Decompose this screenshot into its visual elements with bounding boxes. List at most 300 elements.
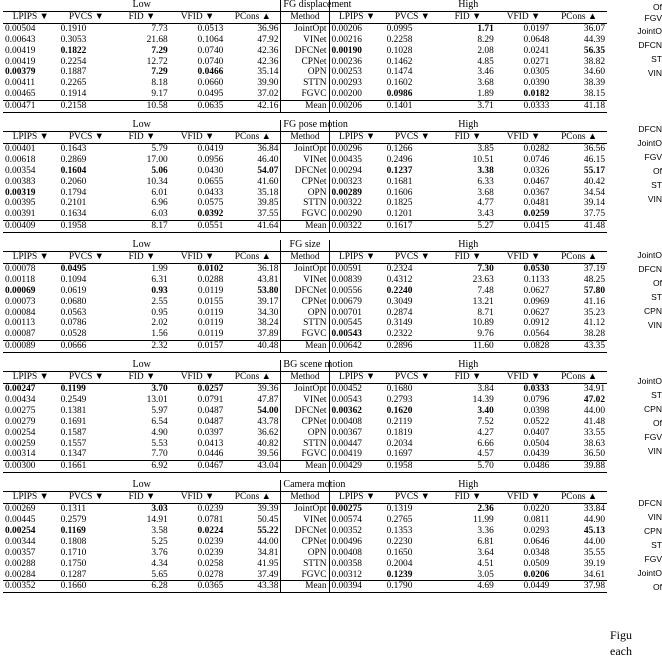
cell-value: 11.99 <box>473 514 494 525</box>
table-cell <box>114 395 170 406</box>
cell-value: 0.00352 <box>5 581 36 592</box>
table-cell <box>3 428 59 439</box>
table-cell <box>440 341 496 353</box>
column-header: LPIPS ▼ <box>329 492 385 504</box>
column-header: PCons ▲ <box>225 131 281 143</box>
cell-value: 6.96 <box>151 198 168 209</box>
column-header: VFID ▼ <box>496 372 552 384</box>
cell-value: 0.00679 <box>331 296 362 307</box>
table-cell <box>59 384 115 395</box>
cell-value: 0.0433 <box>197 187 224 198</box>
cell-value: 0.1319 <box>386 504 413 515</box>
table-cell <box>551 428 607 439</box>
right-column-fragment: ST <box>651 390 662 400</box>
table-cell <box>3 406 59 417</box>
mean-row <box>3 461 607 473</box>
cell-value: 0.1680 <box>386 384 413 394</box>
cell-value: 0.0439 <box>523 449 550 460</box>
table-row <box>3 308 607 319</box>
column-header: LPIPS ▼ <box>3 131 59 143</box>
cell-value: 41.60 <box>257 176 279 187</box>
cell-value: 0.00362 <box>331 405 362 416</box>
table-cell <box>440 67 496 78</box>
table-cell <box>496 221 552 233</box>
cell-value: 4.34 <box>151 558 168 569</box>
table-row <box>3 35 607 46</box>
table-cell <box>114 209 170 220</box>
table-cell <box>225 188 281 199</box>
cell-value: 38.28 <box>583 329 605 340</box>
right-column-fragment: DFCN <box>638 124 662 134</box>
cell-value: 6.33 <box>477 176 494 187</box>
right-column-fragment: DFCN <box>638 498 662 508</box>
table-cell <box>440 166 496 177</box>
caption-line-2: each <box>610 644 632 658</box>
table-cell <box>225 308 281 319</box>
cell-value: 3.58 <box>151 525 168 536</box>
cell-value: 5.53 <box>151 438 168 449</box>
table-cell <box>329 581 385 593</box>
table-cell <box>170 428 226 439</box>
method-cell: STTN <box>281 318 329 329</box>
table-cell <box>3 209 59 220</box>
table-cell <box>496 428 552 439</box>
cell-value: 0.00434 <box>5 394 36 405</box>
table-cell <box>114 177 170 188</box>
table-cell <box>385 449 441 460</box>
table-cell <box>225 209 281 220</box>
cell-value: 0.1604 <box>60 165 87 176</box>
table-cell <box>551 384 607 395</box>
cell-value: 0.0333 <box>523 384 550 394</box>
table-cell <box>59 318 115 329</box>
cell-value: 0.00429 <box>331 461 362 472</box>
table-row <box>3 559 607 570</box>
table-cell <box>225 537 281 548</box>
table-row <box>3 417 607 428</box>
cell-value: 0.95 <box>151 307 168 318</box>
table-cell <box>170 155 226 166</box>
table-cell <box>114 537 170 548</box>
table-cell <box>114 263 170 274</box>
table-cell <box>59 428 115 439</box>
cell-value: 0.3049 <box>386 296 413 307</box>
cell-value: 0.0392 <box>197 209 224 220</box>
table-cell <box>551 67 607 78</box>
table-cell <box>225 297 281 308</box>
table-row <box>3 384 607 395</box>
table-cell <box>496 548 552 559</box>
table-row <box>3 395 607 406</box>
cell-value: 0.2765 <box>386 514 413 525</box>
table-cell <box>385 308 441 319</box>
cell-value: 0.0495 <box>197 89 224 100</box>
level-high-label: High <box>458 119 479 131</box>
results-table <box>3 120 607 233</box>
cell-value: 3.43 <box>477 209 494 220</box>
table-cell <box>551 263 607 274</box>
table-cell <box>225 515 281 526</box>
column-header: LPIPS ▼ <box>3 252 59 264</box>
cell-value: 0.1697 <box>386 449 413 460</box>
cell-value: 7.48 <box>477 285 494 296</box>
method-cell: OPN <box>281 67 329 78</box>
cell-value: 57.80 <box>583 285 605 296</box>
column-header: LPIPS ▼ <box>329 131 385 143</box>
right-column-fragment: JointO <box>637 26 662 36</box>
right-column-fragment: JointO <box>637 568 662 578</box>
cell-value: 36.84 <box>257 143 279 154</box>
table-cell <box>3 57 59 68</box>
table-cell <box>59 46 115 57</box>
table-cell <box>225 275 281 286</box>
table-cell <box>329 329 385 340</box>
cell-value: 44.00 <box>257 536 279 547</box>
column-header: PCons ▲ <box>225 11 281 23</box>
level-low-label: Low <box>3 480 281 491</box>
cell-value: 0.00296 <box>331 143 362 154</box>
method-cell: DFCNet <box>281 46 329 57</box>
table-cell <box>114 504 170 515</box>
table-row <box>3 166 607 177</box>
table-cell <box>3 308 59 319</box>
cell-value: 6.54 <box>151 416 168 427</box>
cell-value: 34.30 <box>257 307 279 318</box>
table-cell <box>385 384 441 395</box>
table-cell <box>329 395 385 406</box>
cell-value: 0.0635 <box>197 101 224 112</box>
method-cell: CPNet <box>281 417 329 428</box>
method-cell: CPNet <box>281 537 329 548</box>
table-cell <box>496 537 552 548</box>
table-cell <box>225 46 281 57</box>
cell-value: 39.90 <box>257 78 279 89</box>
table-cell <box>496 101 552 113</box>
table-cell <box>440 143 496 154</box>
table-cell <box>440 504 496 515</box>
table-cell <box>170 209 226 220</box>
cell-value: 40.48 <box>257 341 279 352</box>
column-header: PVCS ▼ <box>59 131 115 143</box>
table-cell <box>170 504 226 515</box>
cell-value: 0.00290 <box>331 209 362 220</box>
table-cell <box>329 166 385 177</box>
cell-value: 0.0415 <box>523 221 550 232</box>
table-cell <box>59 308 115 319</box>
cell-value: 0.1557 <box>60 438 87 449</box>
table-cell <box>496 581 552 593</box>
method-cell: STTN <box>281 439 329 450</box>
cell-value: 0.0619 <box>60 285 87 296</box>
cell-value: 0.00409 <box>5 221 36 232</box>
table-cell <box>329 417 385 428</box>
cell-value: 0.0504 <box>523 438 550 449</box>
table-cell <box>496 263 552 274</box>
cell-value: 0.0119 <box>197 307 224 318</box>
cell-value: 0.0259 <box>523 209 550 220</box>
table-block <box>3 480 607 593</box>
cell-value: 13.01 <box>146 394 168 405</box>
cell-value: 0.0660 <box>197 78 224 89</box>
table-cell <box>114 461 170 473</box>
cell-value: 0.1617 <box>386 221 413 232</box>
cell-value: 3.76 <box>151 547 168 558</box>
table-cell <box>551 275 607 286</box>
table-cell <box>329 263 385 274</box>
cell-value: 0.1825 <box>386 198 413 209</box>
table-cell <box>59 537 115 548</box>
cell-value: 0.00288 <box>5 558 36 569</box>
method-cell: VINet <box>281 275 329 286</box>
table-cell <box>170 318 226 329</box>
column-header: FID ▼ <box>114 492 170 504</box>
table-cell <box>496 384 552 395</box>
block-title: FG pose motion <box>281 120 329 131</box>
column-header: FID ▼ <box>440 372 496 384</box>
table-cell <box>3 559 59 570</box>
cell-value: 37.02 <box>257 89 279 100</box>
table-cell <box>440 221 496 233</box>
cell-value: 0.0509 <box>523 558 550 569</box>
cell-value: 5.97 <box>151 405 168 416</box>
right-column-fragment: FGV <box>644 152 662 162</box>
cell-value: 0.00504 <box>5 23 36 34</box>
cell-value: 0.0157 <box>197 341 224 352</box>
cell-value: 36.96 <box>257 23 279 34</box>
table-cell <box>170 89 226 100</box>
cell-value: 0.00300 <box>5 461 36 472</box>
table-cell <box>440 559 496 570</box>
table-cell <box>385 78 441 89</box>
table-cell <box>329 515 385 526</box>
results-table <box>3 480 607 593</box>
cell-value: 0.0348 <box>523 547 550 558</box>
cell-value: 0.1381 <box>60 405 87 416</box>
column-header: LPIPS ▼ <box>3 372 59 384</box>
cell-value: 0.1808 <box>60 536 87 547</box>
table-cell <box>114 67 170 78</box>
table-cell <box>225 221 281 233</box>
cell-value: 0.0528 <box>60 329 87 340</box>
cell-value: 0.00839 <box>331 274 362 285</box>
table-cell <box>114 559 170 570</box>
table-cell <box>329 23 385 34</box>
cell-value: 3.03 <box>151 504 168 515</box>
table-cell <box>551 570 607 581</box>
column-header: VFID ▼ <box>170 372 226 384</box>
cell-value: 13.21 <box>472 296 494 307</box>
table-cell <box>59 570 115 581</box>
table-cell <box>59 439 115 450</box>
cell-value: 0.00408 <box>331 547 362 558</box>
table-cell <box>551 221 607 233</box>
cell-value: 0.00069 <box>5 285 36 296</box>
table-cell <box>551 198 607 209</box>
table-cell <box>329 286 385 297</box>
table-cell <box>59 417 115 428</box>
cell-value: 37.98 <box>583 581 605 592</box>
column-header: FID ▼ <box>440 11 496 23</box>
table-cell <box>3 537 59 548</box>
level-low-label: Low <box>3 360 281 371</box>
table-cell <box>329 67 385 78</box>
cell-value: 35.23 <box>583 307 605 318</box>
table-cell <box>551 143 607 154</box>
table-cell <box>496 395 552 406</box>
table-cell <box>551 209 607 220</box>
cell-value: 33.55 <box>583 427 605 438</box>
cell-value: 0.0239 <box>197 504 224 515</box>
block-title: FG size <box>281 240 329 251</box>
column-header: VFID ▼ <box>170 131 226 143</box>
cell-value: 0.0119 <box>197 329 224 340</box>
table-cell <box>496 297 552 308</box>
table-cell <box>170 570 226 581</box>
table-cell <box>496 67 552 78</box>
table-cell <box>114 526 170 537</box>
table-cell <box>385 198 441 209</box>
table-cell <box>59 286 115 297</box>
cell-value: 0.2101 <box>60 198 87 209</box>
cell-value: 34.61 <box>583 569 605 580</box>
cell-value: 0.3149 <box>386 318 413 329</box>
cell-value: 0.0398 <box>523 405 550 416</box>
table-cell <box>385 209 441 220</box>
cell-value: 3.84 <box>477 384 494 394</box>
table-cell <box>329 341 385 353</box>
cell-value: 45.13 <box>583 525 605 536</box>
table-cell <box>3 548 59 559</box>
table-cell <box>3 188 59 199</box>
cell-value: 0.0995 <box>386 23 413 34</box>
cell-value: 0.00358 <box>331 558 362 569</box>
cell-value: 3.36 <box>477 525 494 536</box>
table-cell <box>440 275 496 286</box>
cell-value: 0.0680 <box>60 296 87 307</box>
table-cell <box>496 286 552 297</box>
cell-value: 0.2896 <box>386 341 413 352</box>
cell-value: 10.89 <box>472 318 494 329</box>
table-cell <box>496 89 552 100</box>
cell-value: 2.02 <box>151 318 168 329</box>
cell-value: 3.64 <box>477 547 494 558</box>
cell-value: 0.0449 <box>523 581 550 592</box>
cell-value: 14.39 <box>472 394 494 405</box>
table-cell <box>440 78 496 89</box>
table-cell <box>551 188 607 199</box>
table-row <box>3 297 607 308</box>
cell-value: 39.19 <box>583 558 605 569</box>
table-cell <box>3 101 59 113</box>
table-cell <box>385 406 441 417</box>
cell-value: 0.00543 <box>331 329 362 340</box>
cell-value: 0.1237 <box>386 165 413 176</box>
column-header: PCons ▲ <box>225 372 281 384</box>
mean-row <box>3 341 607 353</box>
cell-value: 0.1822 <box>60 45 87 56</box>
cell-value: 0.1634 <box>60 209 87 220</box>
cell-value: 43.81 <box>257 274 279 285</box>
table-cell <box>3 23 59 34</box>
table-cell <box>496 143 552 154</box>
cell-value: 2.55 <box>151 296 168 307</box>
table-cell <box>59 57 115 68</box>
cell-value: 0.1790 <box>386 581 413 592</box>
cell-value: 0.00352 <box>331 525 362 536</box>
cell-value: 3.68 <box>477 78 494 89</box>
table-cell <box>496 188 552 199</box>
table-cell <box>551 537 607 548</box>
block-title: BG scene motion <box>281 360 329 371</box>
table-cell <box>114 570 170 581</box>
method-cell: OPN <box>281 548 329 559</box>
cell-value: 3.68 <box>477 187 494 198</box>
cell-value: 5.06 <box>151 165 168 176</box>
cell-value: 0.1347 <box>60 449 87 460</box>
table-cell <box>114 275 170 286</box>
cell-value: 46.40 <box>257 154 279 165</box>
cell-value: 0.0282 <box>523 143 550 154</box>
table-cell <box>225 143 281 154</box>
table-cell <box>59 89 115 100</box>
cell-value: 6.81 <box>477 536 494 547</box>
table-cell <box>225 89 281 100</box>
cell-value: 7.73 <box>151 23 168 34</box>
table-cell <box>3 89 59 100</box>
right-column-fragment: FGV <box>644 554 662 564</box>
table-cell <box>3 198 59 209</box>
cell-value: 0.0155 <box>197 296 224 307</box>
table-cell <box>329 101 385 113</box>
table-cell <box>440 439 496 450</box>
table-row <box>3 78 607 89</box>
table-cell <box>170 559 226 570</box>
table-cell <box>3 263 59 274</box>
cell-value: 36.50 <box>583 449 605 460</box>
cell-value: 35.18 <box>257 187 279 198</box>
cell-value: 0.00269 <box>5 504 36 515</box>
table-row <box>3 449 607 460</box>
cell-value: 0.00556 <box>331 285 362 296</box>
column-header: Method <box>281 252 329 264</box>
cell-value: 0.0257 <box>197 384 224 394</box>
table-cell <box>385 263 441 274</box>
cell-value: 43.04 <box>257 461 279 472</box>
table-cell <box>551 101 607 113</box>
mean-row <box>3 581 607 593</box>
cell-value: 38.15 <box>583 89 605 100</box>
cell-value: 0.93 <box>151 285 168 296</box>
right-column-fragment: ST <box>651 540 662 550</box>
table-row <box>3 67 607 78</box>
cell-value: 5.25 <box>151 536 168 547</box>
cell-value: 10.34 <box>146 176 168 187</box>
cell-value: 0.1201 <box>386 209 413 220</box>
method-cell: JointOpt <box>281 504 329 515</box>
cell-value: 0.0407 <box>523 427 550 438</box>
cell-value: 6.66 <box>477 438 494 449</box>
cell-value: 0.0278 <box>197 569 224 580</box>
table-row <box>3 23 607 34</box>
table-cell <box>170 101 226 113</box>
table-cell <box>114 428 170 439</box>
cell-value: 0.0182 <box>523 89 550 100</box>
cell-value: 0.00247 <box>5 384 36 394</box>
table-cell <box>170 384 226 395</box>
cell-value: 41.12 <box>583 318 605 329</box>
table-cell <box>551 318 607 329</box>
cell-value: 0.00322 <box>331 198 362 209</box>
